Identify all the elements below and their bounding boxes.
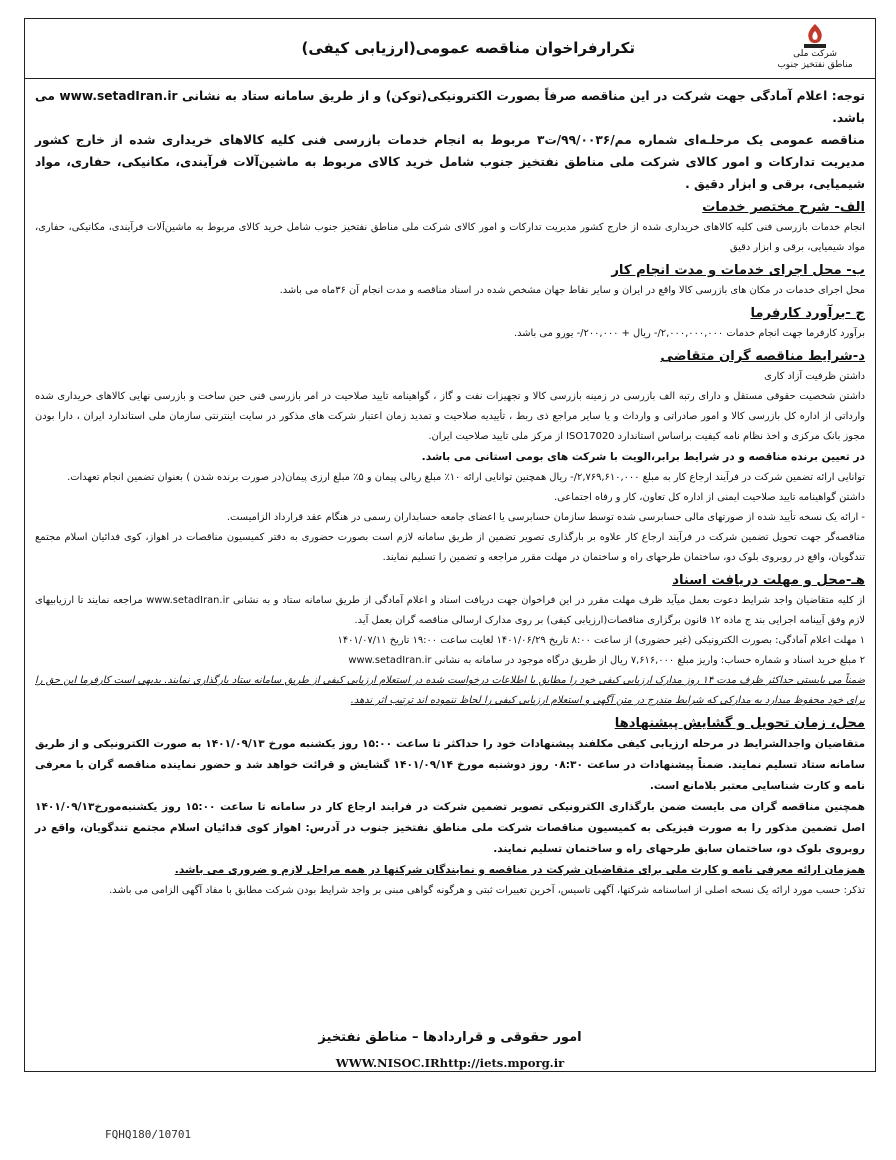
section-b-heading: ب- محل اجرای خدمات و مدت انجام کار [611,263,865,278]
section-d-item4: توانایی ارائه تضمین شرکت در فرآیند ارجاع کار به مبلغ ۲,۷۶۹,۶۱۰,۰۰۰/- ریال همچنین توانایی ارائه ۱۰٪ مبلغ ریالی پیمان و ۵٪ مبلغ ارزی پیمان(در صورت برنده شدن ) بعنوان تضمین انجام تعهدات. [67,472,865,483]
section-e-item4: ضمناً می بایستی حداکثر ظرف مدت ۱۴ روز مدارک ارزیابی کیفی خود را مطابق با اطلاعات درخواست شده در استعلام ارزیابی کیفی از طریق سامانه ستاد بارگذاری نمایند. بدیهی است کارفرما این حق را برای خود محفوظ میدارد به مدارکی که شرایط مندرج در متن آگهی و استعلام ارزیابی کیفی را لحاظ ننموده اند ترتیب اثر ندهد. [35,675,865,706]
section-f-note: تذکر: حسب مورد ارائه یک نسخه اصلی از اساسنامه شرکتها، آگهی تاسیس، آخرین تغییرات ثبتی و هرگونه گواهی مبنی بر واجد شرایط بودن شرکت مطابق با مفاد آگهی الزامی می باشد. [109,885,865,896]
section-a-heading: الف- شرح مختصر خدمات [702,200,865,215]
signature-line: امور حقوقی و قراردادها – مناطق نفتخیز [318,1030,582,1045]
section-b-text: محل اجرای خدمات در مکان های بازرسی کالا واقع در ایران و سایر نقاط جهان مشخص شده در اسناد مناقصه و مدت انجام آن ۳۶ماه می باشد. [279,285,865,296]
section-e-item1: از کلیه متقاضیان واجد شرایط دعوت بعمل میآید ظرف مهلت مقرر در این فراخوان جهت دریافت اسناد و اعلام آمادگی از طریق سامانه ستاد و به نشانی www.setadIran.ir مراجعه نمایند تا ارزیابیهای لازم وفق آیینامه اجرایی بند ج ماده ۱۲ قانون برگزاری مناقصات(ارزیابی کیفی) بر روی مدارک ارسالی مناقصه گران بعمل آید. [35,595,865,626]
section-f-item3: همزمان ارائه معرفی نامه و کارت ملی برای متقاضیان شرکت در مناقصه و نمایندگان شرکتها در همه مراحل لازم و ضروری می باشد. [174,864,865,876]
section-e-item3: ۲ مبلغ خرید اسناد و شماره حساب: واریز مبلغ ۷,۶۱۶,۰۰۰ ریال از طریق درگاه موجود در سامانه به نشانی www.setadIran.ir [348,655,865,666]
section-d-heading: د-شرایط مناقصه گران متقاضی [660,349,865,364]
section-f-item1: متقاضیان واجدالشرایط در مرحله ارزیابی کیفی مکلفند پیشنهادات خود را حداکثر تا ساعت ۱۵:۰۰ روز یکشنبه مورخ ۱۴۰۱/۰۹/۱۳ به صورت الکترونیکی و از طریق سامانه ستاد تسلیم نمایند. ضمناً پیشنهادات در ساعت ۰۸:۳۰ روز دوشنبه مورخ ۱۴۰۱/۰۹/۱۴ گشایش و قرائت خواهد شد و حضور نماینده مناقصه گران با معرفی نامه و کارت شناسایی معتبر بلامانع است. [35,738,866,792]
section-d-item1: داشتن ظرفیت آزاد کاری [764,371,865,382]
header-bar [25,19,875,79]
logo-text-line2: مناطق نفتخیز جنوب [777,60,853,70]
electronic-notice: توجه: اعلام آمادگی جهت شرکت در این مناقصه صرفاً بصورت الکترونیکی(توکن) و از طریق سامانه ستاد به نشانی www.setadIran.ir می باشد. [35,89,866,125]
section-f-item2: همچنین مناقصه گران می بایست ضمن بارگذاری الکترونیکی تصویر تضمین شرکت در فرایند ارجاع کار در سامانه تا ساعت ۱۵:۰۰ روز یکشنبه‌مورخ۱۴۰۱/۰۹/۱۳ اصل تضمین مذکور را به صورت فیزیکی به کمیسیون مناقصات شرکت ملی مناطق نفتخیز جنوب در آدرس: اهواز کوی فدائیان اسلام مجتمع تندگویان، واقع در روبروی بلوک دو، ساختمان سابق طرحهای راه و ساختمان تسلیم نمایند. [35,801,865,855]
section-c-text: برآورد کارفرما جهت انجام خدمات ۲,۰۰۰,۰۰۰,۰۰۰/- ریال + ۲۰۰,۰۰۰/- یورو می باشد. [513,328,865,339]
section-a-text: انجام خدمات بازرسی فنی کلیه کالاهای خریداری شده از خارج کشور مدیریت تدارکات و امور کالای شرکت ملی مناطق نفتخیز جنوب شامل خرید کالای مربوط به ماشین‌آلات فرآیندی، مکانیکی، حفاری، مواد شیمیایی، برقی و ابزار دقیق [35,222,865,253]
website-links: WWW.NISOC.IRhttp://iets.mporg.ir [335,1056,565,1070]
page-title: تکرارفراخوان مناقصه عمومی(ارزیابی کیفی) [301,39,635,57]
section-c-heading: ج -برآورد کارفرما [750,306,865,321]
section-e-heading: هـ-محل و مهلت دریافت اسناد [672,573,865,588]
section-d-item3: در تعیین برنده مناقصه و در شرایط برابر،الویت با شرکت های بومی استانی می باشد. [421,451,865,463]
tender-description: مناقصه عمومی یک مرحلـه‌ای شماره مم/۹۹/۰۰۳۶/ت۳ مربوط به انجام خدمات بازرسی فنی کلیه کالاهای خریداری شده از خارج کشور مدیریت تدارکات و امور کالای شرکت ملی مناطق نفتخیز جنوب شامل خرید کالای مربوط به ماشین‌آلات فرآیندی، مکانیکی، حفاری، مواد شیمیایی، برقی و ابزار دقیق . [35,133,865,191]
company-logo [765,23,865,75]
flame-logo-icon [800,23,830,49]
section-d-item7: مناقصه‌گر جهت تحویل تضمین شرکت در فرآیند ارجاع کار علاوه بر بارگذاری تصویر تضمین از طریق سامانه لازم است بصورت حضوری به دفتر کمیسیون مناقصات در اهواز، کوی فدائیان اسلام مجتمع تندگویان، واقع در روبروی بلوک دو، ساختمان طرحهای راه و ساختمان در مهلت مقرر مراجعه و تضمین را تسلیم نمایند. [35,532,865,563]
section-d-item5: داشتن گواهینامه تایید صلاحیت ایمنی از اداره کل تعاون، کار و رفاه اجتماعی. [554,492,865,503]
document-code: FQHQ180/10701 [105,1128,192,1141]
section-f-heading: محل، زمان تحویل و گشایش پیشنهادها [614,716,865,731]
notice-sheet [24,18,876,1072]
section-d-item6: - ارائه یک نسخه تأیید شده از صورتهای مالی حسابرسی شده توسط سازمان حسابرسی یا اعضای جامعه حسابداران رسمی در هنگام عقد قرارداد الزامیست. [226,512,865,523]
notice-body [25,81,875,905]
section-e-item2: ۱ مهلت اعلام آمادگی: بصورت الکترونیکی (غیر حضوری) از ساعت ۸:۰۰ تاریخ ۱۴۰۱/۰۶/۲۹ لغایت ساعت ۱۹:۰۰ تاریخ ۱۴۰۱/۰۷/۱۱ [337,635,865,646]
section-d-item2: داشتن شخصیت حقوقی مستقل و دارای رتبه الف بازرسی در زمینه بازرسی کالا و تجهیزات نفت و گاز ، گواهینامه تایید صلاحیت در امر بازرسی فنی حین ساخت و بازرسی نهایی کالاهای خریداری شده وارداتی از اداره کل بازرسی کالا و امور صادراتی و وارداث و یا سایر مراجع ذی ربط ، تأییدیه صلاحیت و تمدید زمان اعتبار شرکت های مذکور در سایت اینترنتی سازمان ملی استاندارد ایران ، دارا بودن مجوز بانک مرکزی و اخذ نظام نامه کیفیت براساس استاندارد ISO17020 از مرکز ملی تایید صلاحیت ایران. [35,391,865,442]
logo-text-line1: شرکت ملی [793,49,837,59]
